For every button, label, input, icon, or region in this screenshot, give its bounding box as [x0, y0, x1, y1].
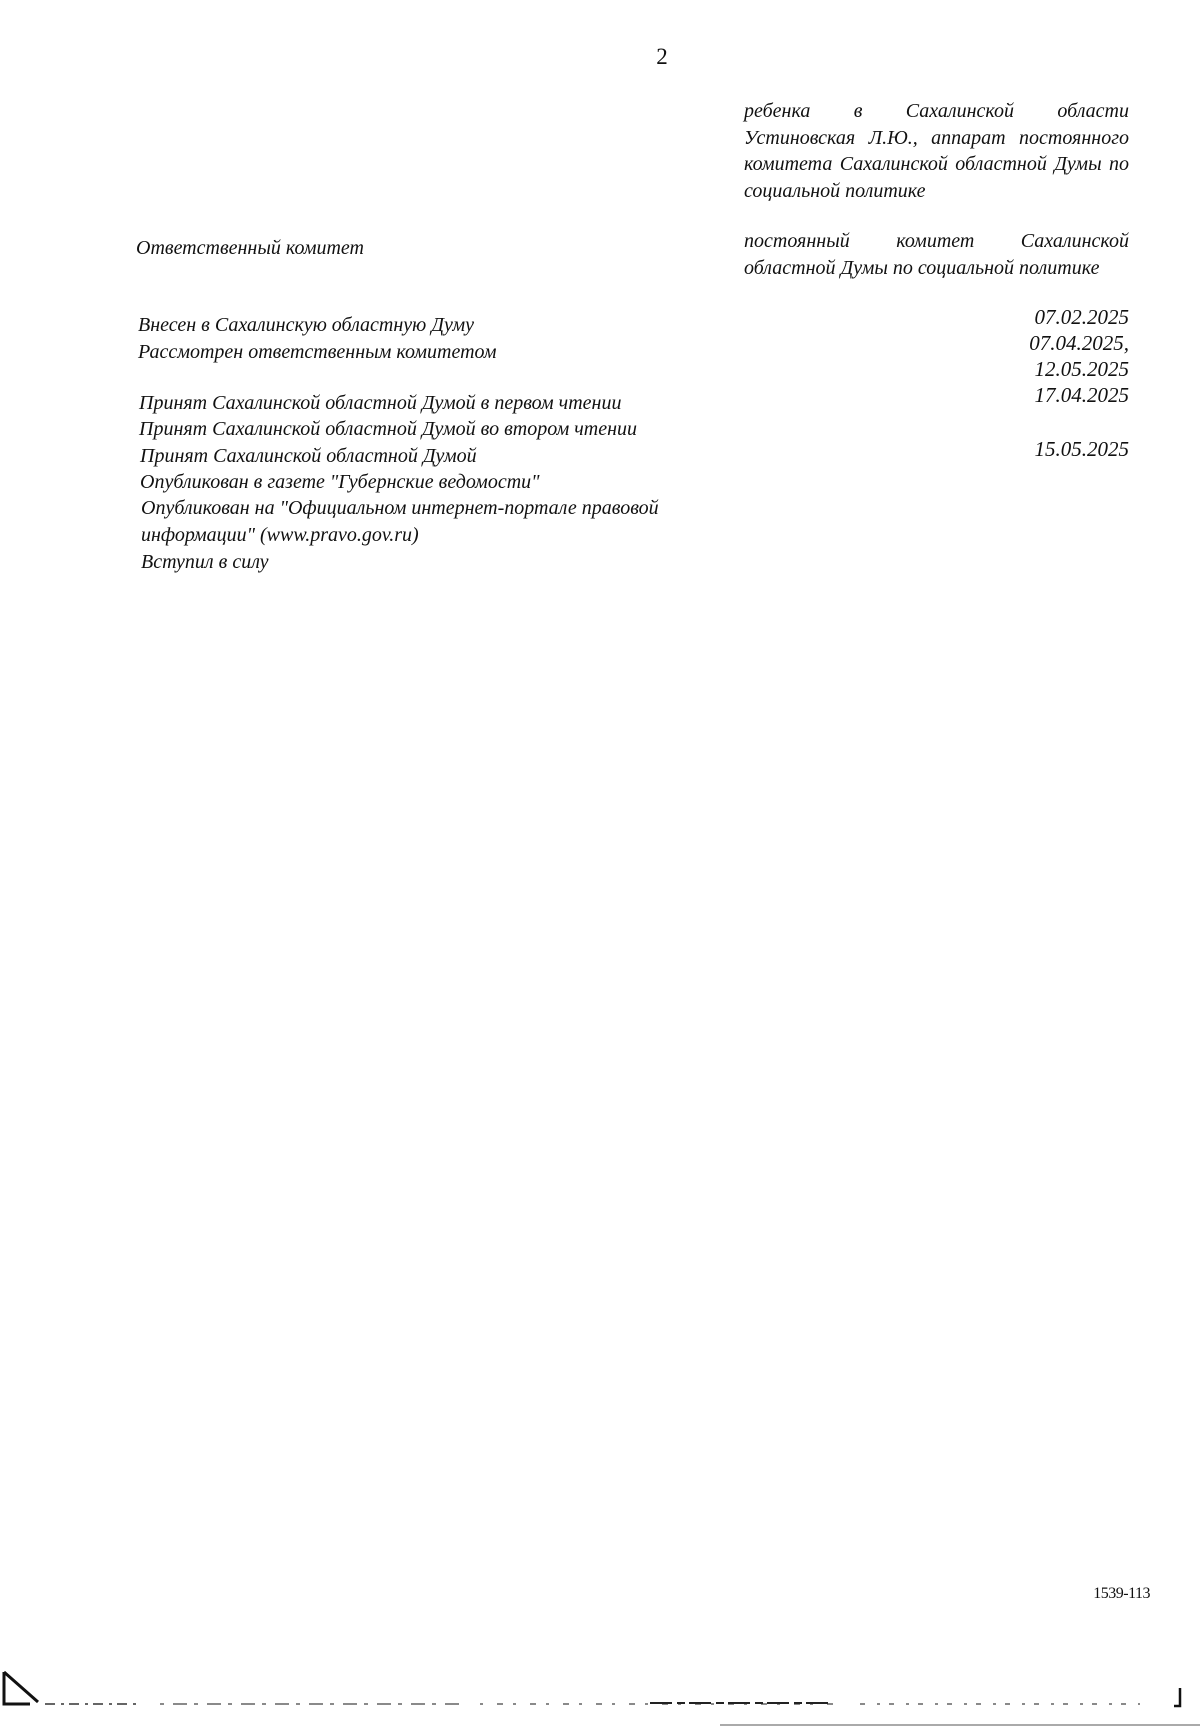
rapporteur-text: ребенка в Сахалинской области Устиновская Л.Ю., аппарат постоянного комитета Сахалинской областной Думы по социальной политике	[744, 100, 1129, 202]
adopted-label: Принят Сахалинской областной Думой	[140, 445, 477, 467]
responsible-committee-label: Ответственный комитет	[136, 237, 364, 259]
document-code: 1539-113	[1093, 1585, 1150, 1602]
corner-mark-right	[1174, 1688, 1180, 1706]
reviewed-label: Рассмотрен ответственным комитетом	[138, 341, 497, 363]
responsible-committee-value: постоянный комитет Сахалинской областной Думы по социальной политике	[744, 230, 1129, 279]
scan-edge-artifacts	[0, 1650, 1200, 1730]
published-gazette-label: Опубликован в газете "Губернские ведомости"	[140, 471, 540, 493]
adopted-date: 15.05.2025	[1034, 437, 1129, 461]
first-reading-date: 17.04.2025	[1034, 383, 1129, 407]
first-reading-label: Принят Сахалинской областной Думой в первом чтении	[139, 392, 622, 414]
submitted-date: 07.02.2025	[1034, 305, 1129, 329]
reviewed-date-2: 12.05.2025	[1034, 357, 1129, 381]
published-portal-label-line2: информации" (www.pravo.gov.ru)	[141, 524, 419, 546]
second-reading-label: Принят Сахалинской областной Думой во втором чтении	[139, 418, 638, 440]
reviewed-date-1: 07.04.2025,	[1029, 331, 1129, 355]
published-portal-label-line1: Опубликован на "Официальном интернет-портале правовой	[141, 497, 659, 519]
page-number: 2	[656, 44, 668, 69]
submitted-label: Внесен в Сахалинскую областную Думу	[138, 314, 475, 336]
entered-force-label: Вступил в силу	[141, 551, 269, 573]
corner-mark	[4, 1672, 38, 1704]
